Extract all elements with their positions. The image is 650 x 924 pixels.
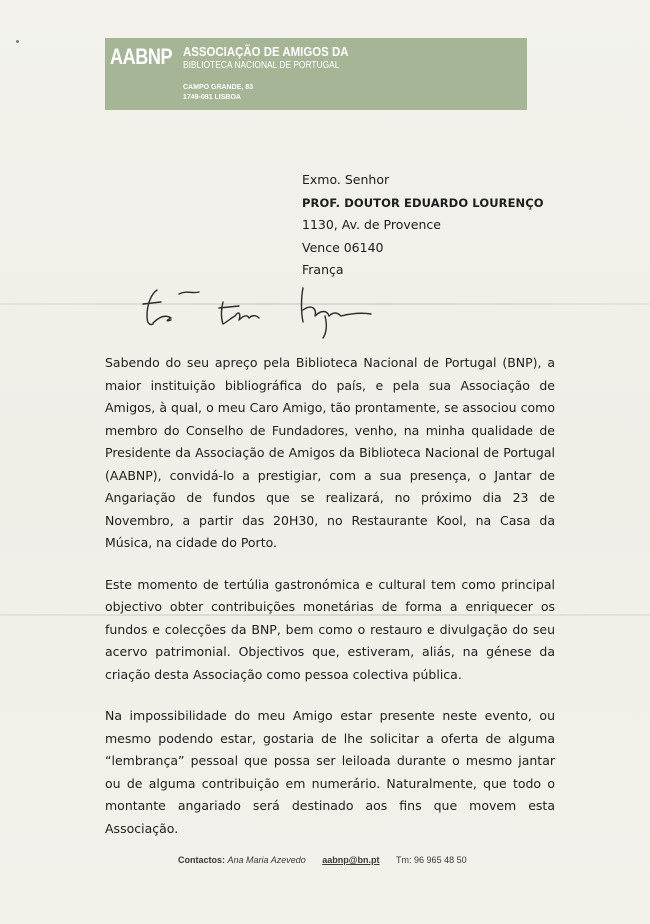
letterhead-org-subtitle: BIBLIOTECA NACIONAL DE PORTUGAL bbox=[183, 60, 340, 71]
body-paragraph: Sabendo do seu apreço pela Biblioteca Nacional de Portugal (BNP), a maior instituição bibliográfica do país, e pela sua Associação de Amigos, à qual, o meu Caro Amigo, tão prontamente, se associou como membro do Conselho de Fundadores, venho, na minha qualidade de Presidente da Associação de Amigos da Biblioteca Nacional de Portugal (AABNP), convidá-lo a prestigiar, com a sua presença, o Jantar de Angariação de fundos que se realizará, no próximo dia 23 de Novembro, a partir das 20H30, no Restaurante Kool, na Casa da Música, na cidade do Porto. bbox=[105, 355, 555, 550]
letterhead-address-city: 1749-081 LISBOA bbox=[183, 94, 241, 101]
footer-phone: Tm: 96 965 48 50 bbox=[396, 855, 467, 865]
paper-speck bbox=[16, 40, 19, 43]
footer-contacts bbox=[178, 855, 467, 865]
letterhead-address-street: CAMPO GRANDE, 83 bbox=[183, 84, 254, 91]
letterhead-logo: AABNP bbox=[110, 44, 173, 69]
body-paragraph: Este momento de tertúlia gastronómica e cultural tem como principal objectivo obter contribuições monetárias de forma a enriquecer os fundos e colecções da BNP, bem como o restauro e divulgação do seu acervo patrimonial. Objectivos que, estiveram, aliás, na génese da criação desta Associação como pessoa colectiva pública. bbox=[105, 576, 555, 682]
recipient-city: Vence 06140 bbox=[302, 239, 384, 255]
footer-contact-person: Ana Maria Azevedo bbox=[227, 855, 306, 865]
letterhead-org-name: ASSOCIAÇÃO DE AMIGOS DA bbox=[183, 44, 349, 59]
recipient-country: França bbox=[302, 262, 344, 277]
letter-body bbox=[105, 352, 555, 859]
body-paragraph: Na impossibilidade do meu Amigo estar presente neste evento, ou mesmo podendo estar, gostaria de lhe solicitar a oferta de alguma “lembrança” pessoal que possa ser leiloada durante o mesmo jantar ou de alguma contribuição em numerário. Naturalmente, que todo o montante angariado será destinado aos fins que movem esta Associação. bbox=[105, 708, 555, 836]
footer-label: Contactos: bbox=[178, 855, 225, 865]
recipient-address-block bbox=[302, 169, 544, 282]
handwritten-signature bbox=[135, 280, 380, 340]
letterhead-banner bbox=[105, 38, 527, 110]
footer-email: aabnp@bn.pt bbox=[322, 855, 380, 865]
recipient-salutation: Exmo. Senhor bbox=[302, 172, 390, 187]
recipient-street: 1130, Av. de Provence bbox=[302, 217, 441, 232]
recipient-name: PROF. DOUTOR EDUARDO LOURENÇO bbox=[302, 195, 544, 210]
